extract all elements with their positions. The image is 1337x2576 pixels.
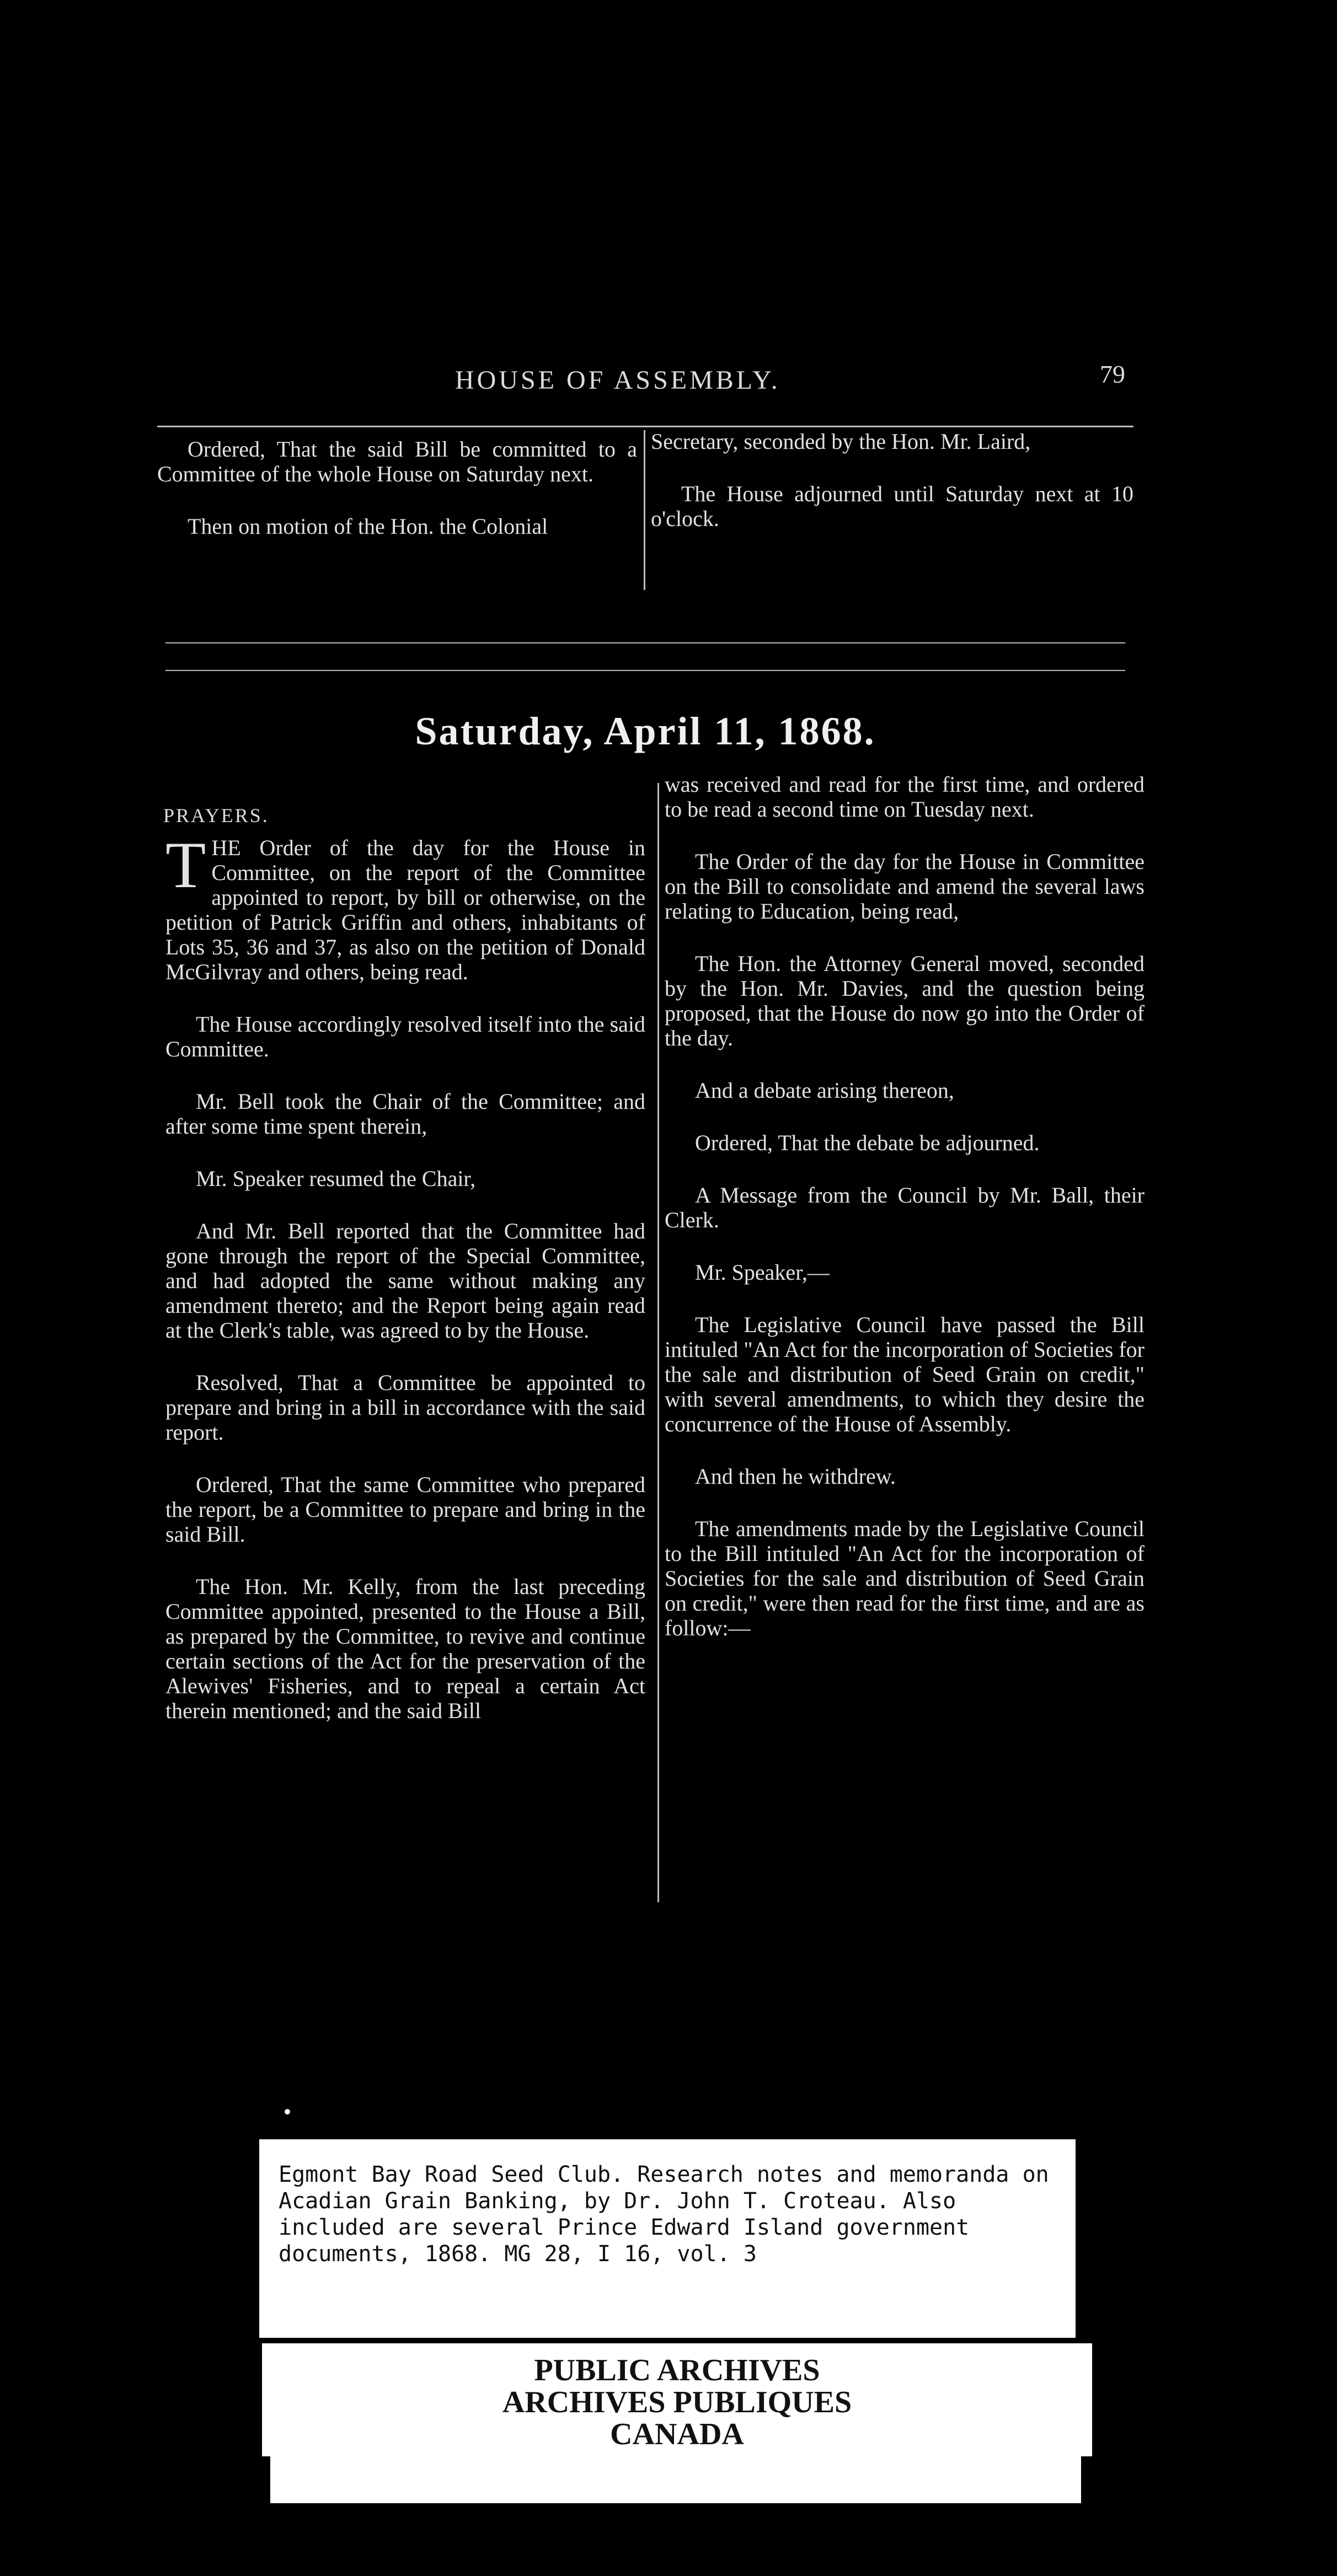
right-paragraph: The Legislative Council have passed the Bill intituled "An Act for the incorporation of Societies for the sale and distribution of Seed Grain on credit," with several amendments, to which they desire the concurrence of the House of Assembly. [665, 1312, 1145, 1436]
left-paragraph: The Hon. Mr. Kelly, from the last preceding Committee appointed, presented to the House a Bill, as prepared by the Committee, to revive and continue certain sections of the Act for the preservation of the Alewives' Fisheries, and to repeal a certain Act therein mentioned; and the said Bill [165, 1574, 645, 1723]
film-speck [285, 2109, 290, 2115]
page-header [160, 359, 1131, 409]
stamp-line-3: CANADA [610, 2417, 744, 2451]
right-paragraph: Mr. Speaker,— [695, 1260, 830, 1285]
left-paragraph: Resolved, That a Committee be appointed to prepare and bring in a bill in accordance with the said report. [165, 1370, 645, 1445]
left-paragraph: The House accordingly resolved itself into the said Committee. [165, 1012, 645, 1061]
date-heading: Saturday, April 11, 1868. [415, 709, 876, 753]
top-right-paragraph: The House adjourned until Saturday next at 10 o'clock. [651, 481, 1133, 531]
left-paragraph: Mr. Bell took the Chair of the Committee; and after some time spent therein, [165, 1089, 645, 1139]
archive-notes-text: Egmont Bay Road Seed Club. Research notes and memoranda on Acadian Grain Banking, by Dr. John T. Croteau. Also included are several Prince Edward Island government documents, 1868. MG 28, I 16, vol. 3 [279, 2162, 1049, 2267]
left-paragraph: Mr. Speaker resumed the Chair, [196, 1166, 476, 1191]
prayers-label: PRAYERS. [163, 804, 269, 827]
stamp-line-2: ARCHIVES PUBLIQUES [502, 2385, 852, 2419]
right-paragraph: The Order of the day for the House in Committee on the Bill to consolidate and amend the several laws relating to Education, being read, [665, 849, 1145, 924]
archive-stamp [262, 2343, 1092, 2456]
first-paragraph-text: HE Order of the day for the House in Committee, on the report of the Committee appointed to report, by bill or otherwise, on the petition of Patrick Griffin and others, inhabitants of Lots 35, 36 and 37, as also on the petition of Donald McGilvray and others, being read. [165, 835, 645, 984]
top-right-paragraph: Secretary, seconded by the Hon. Mr. Laird, [651, 429, 1031, 454]
drop-cap: T [165, 828, 206, 901]
main-left-column [165, 828, 645, 1751]
right-paragraph: Ordered, That the debate be adjourned. [695, 1130, 1040, 1155]
right-paragraph: And then he withdrew. [695, 1464, 896, 1489]
top-left-column [157, 437, 637, 566]
archive-notes-card [259, 2139, 1076, 2338]
right-paragraph: The amendments made by the Legislative Council to the Bill intituled "An Act for the incorporation of Societies for the sale and distribution of Seed Grain on credit," were then read for the first time, and are as follow:— [665, 1516, 1145, 1640]
top-column-divider [644, 430, 645, 590]
main-column-divider [657, 783, 659, 1902]
section-rule [165, 642, 1125, 643]
section-rule [165, 670, 1125, 671]
header-rule [157, 426, 1133, 427]
top-right-column [651, 429, 1133, 559]
right-paragraph: A Message from the Council by Mr. Ball, their Clerk. [665, 1183, 1145, 1232]
page-number: 79 [1100, 360, 1125, 388]
stamp-line-1: PUBLIC ARCHIVES [534, 2353, 820, 2387]
archive-card-backing [270, 2448, 1081, 2503]
left-paragraph: Ordered, That the same Committee who prepared the report, be a Committee to prepare and bring in the said Bill. [165, 1472, 645, 1547]
top-left-paragraph: Then on motion of the Hon. the Colonial [188, 514, 548, 539]
left-paragraph: And Mr. Bell reported that the Committee had gone through the report of the Special Committee, and had adopted the same without making any amendment thereto; and the Report being again read at the Clerk's table, was agreed to by the House. [165, 1219, 645, 1343]
header-title: HOUSE OF ASSEMBLY. [455, 366, 780, 395]
right-paragraph: And a debate arising thereon, [695, 1078, 954, 1103]
first-paragraph [165, 828, 645, 984]
right-paragraph: was received and read for the first time, and ordered to be read a second time on Tuesday next. [665, 772, 1145, 822]
main-right-column [665, 772, 1145, 1668]
right-paragraph: The Hon. the Attorney General moved, seconded by the Hon. Mr. Davies, and the question being proposed, that the House do now go into the Order of the day. [665, 951, 1145, 1050]
top-left-paragraph: Ordered, That the said Bill be committed to a Committee of the whole House on Saturday next. [157, 437, 637, 486]
